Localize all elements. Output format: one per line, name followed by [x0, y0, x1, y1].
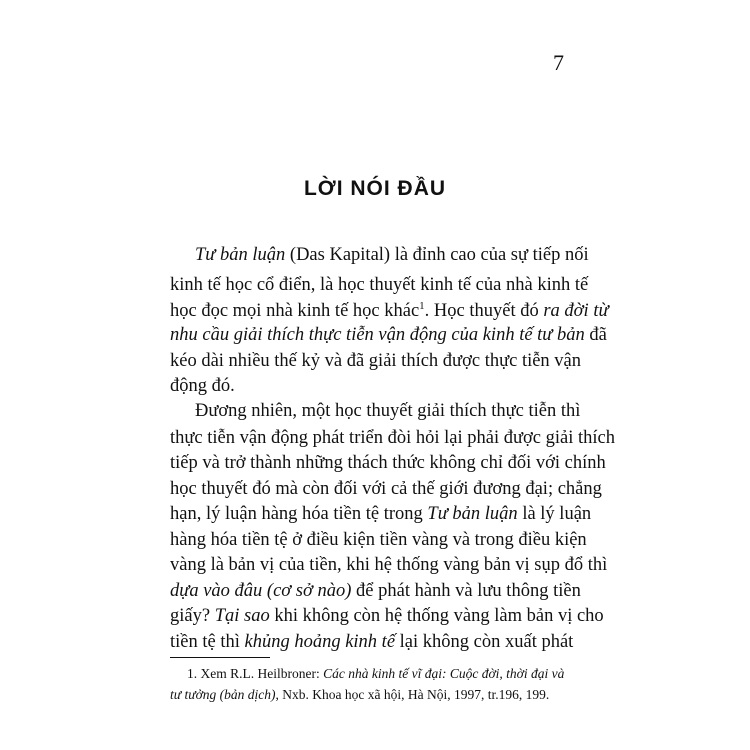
text-segment: (Das Kapital) là đỉnh cao của sự tiếp nối	[285, 245, 589, 265]
text-line	[170, 451, 606, 475]
text-line	[170, 273, 589, 297]
text-segment: học đọc mọi nhà kinh tế học khác	[170, 301, 420, 321]
text-line	[170, 579, 581, 603]
text-segment: động đó.	[170, 376, 235, 396]
text-segment: vàng là bản vị của tiền, khi hệ thống vàng bản vị sụp đổ thì	[170, 555, 608, 575]
italic-segment: Tại sao	[214, 606, 270, 626]
footnote-italic: Các nhà kinh tế vĩ đại: Cuộc đời, thời đại và	[323, 666, 565, 681]
italic-segment: dựa vào đâu (cơ sở nào)	[170, 581, 352, 601]
text-segment: lại không còn xuất phát	[395, 632, 574, 652]
text-segment: . Học thuyết đó	[424, 301, 544, 321]
text-line	[170, 604, 604, 628]
text-segment: học thuyết đó mà còn đối với cả thế giới đương đại; chẳng	[170, 479, 602, 499]
footnote-marker: 1	[419, 299, 425, 312]
book-title-italic: Tư bản luận	[427, 504, 518, 524]
text-segment: hàng hóa tiền tệ ở điều kiện tiền vàng và trong điều kiện	[170, 530, 587, 550]
text-segment: kinh tế học cổ điển, là học thuyết kinh tế của nhà kinh tế	[170, 275, 589, 295]
footnote-divider	[170, 657, 270, 658]
text-segment: khi không còn hệ thống vàng làm bản vị cho	[269, 606, 604, 626]
italic-segment: khủng hoảng kinh tế	[244, 632, 396, 652]
text-segment: tiếp và trở thành những thách thức không chỉ đối với chính	[170, 453, 606, 473]
chapter-title: LỜI NÓI ĐẦU	[303, 177, 447, 200]
text-segment: kéo dài nhiều thế kỷ và đã giải thích được thực tiễn vận	[170, 351, 582, 371]
footnote-line	[170, 686, 549, 704]
text-segment: giấy?	[170, 606, 215, 626]
italic-segment: ra đời từ	[543, 301, 609, 321]
footnote-line	[187, 665, 564, 683]
text-segment: thực tiễn vận động phát triển đòi hỏi lại phải được giải thích	[170, 428, 615, 448]
text-line	[170, 502, 592, 526]
footnote-text: 1. Xem R.L. Heilbroner:	[187, 666, 324, 681]
text-line	[195, 243, 589, 267]
italic-segment: nhu cầu giải thích thực tiễn vận động của kinh tế tư bản	[170, 325, 585, 345]
text-line	[170, 299, 609, 323]
footnote-italic: tư tưởng (bản dịch)	[170, 687, 276, 702]
text-line	[170, 630, 574, 654]
text-segment: Đương nhiên, một học thuyết giải thích thực tiễn thì	[195, 401, 581, 421]
text-line	[170, 374, 570, 398]
text-segment: đã	[584, 325, 607, 345]
text-segment: là lý luận	[517, 504, 592, 524]
page-number: 7	[553, 50, 564, 75]
book-title-italic: Tư bản luận	[195, 245, 286, 265]
text-line	[195, 399, 581, 423]
text-line	[170, 528, 587, 552]
text-line	[170, 477, 602, 501]
footnote-text: , Nxb. Khoa học xã hội, Hà Nội, 1997, tr.196, 199.	[275, 687, 550, 702]
text-line	[170, 323, 607, 347]
text-line	[170, 426, 615, 450]
text-line	[170, 349, 582, 373]
text-line	[170, 553, 608, 577]
text-segment: để phát hành và lưu thông tiền	[351, 581, 581, 601]
text-segment: tiền tệ thì	[170, 632, 245, 652]
text-segment: hạn, lý luận hàng hóa tiền tệ trong	[170, 504, 428, 524]
